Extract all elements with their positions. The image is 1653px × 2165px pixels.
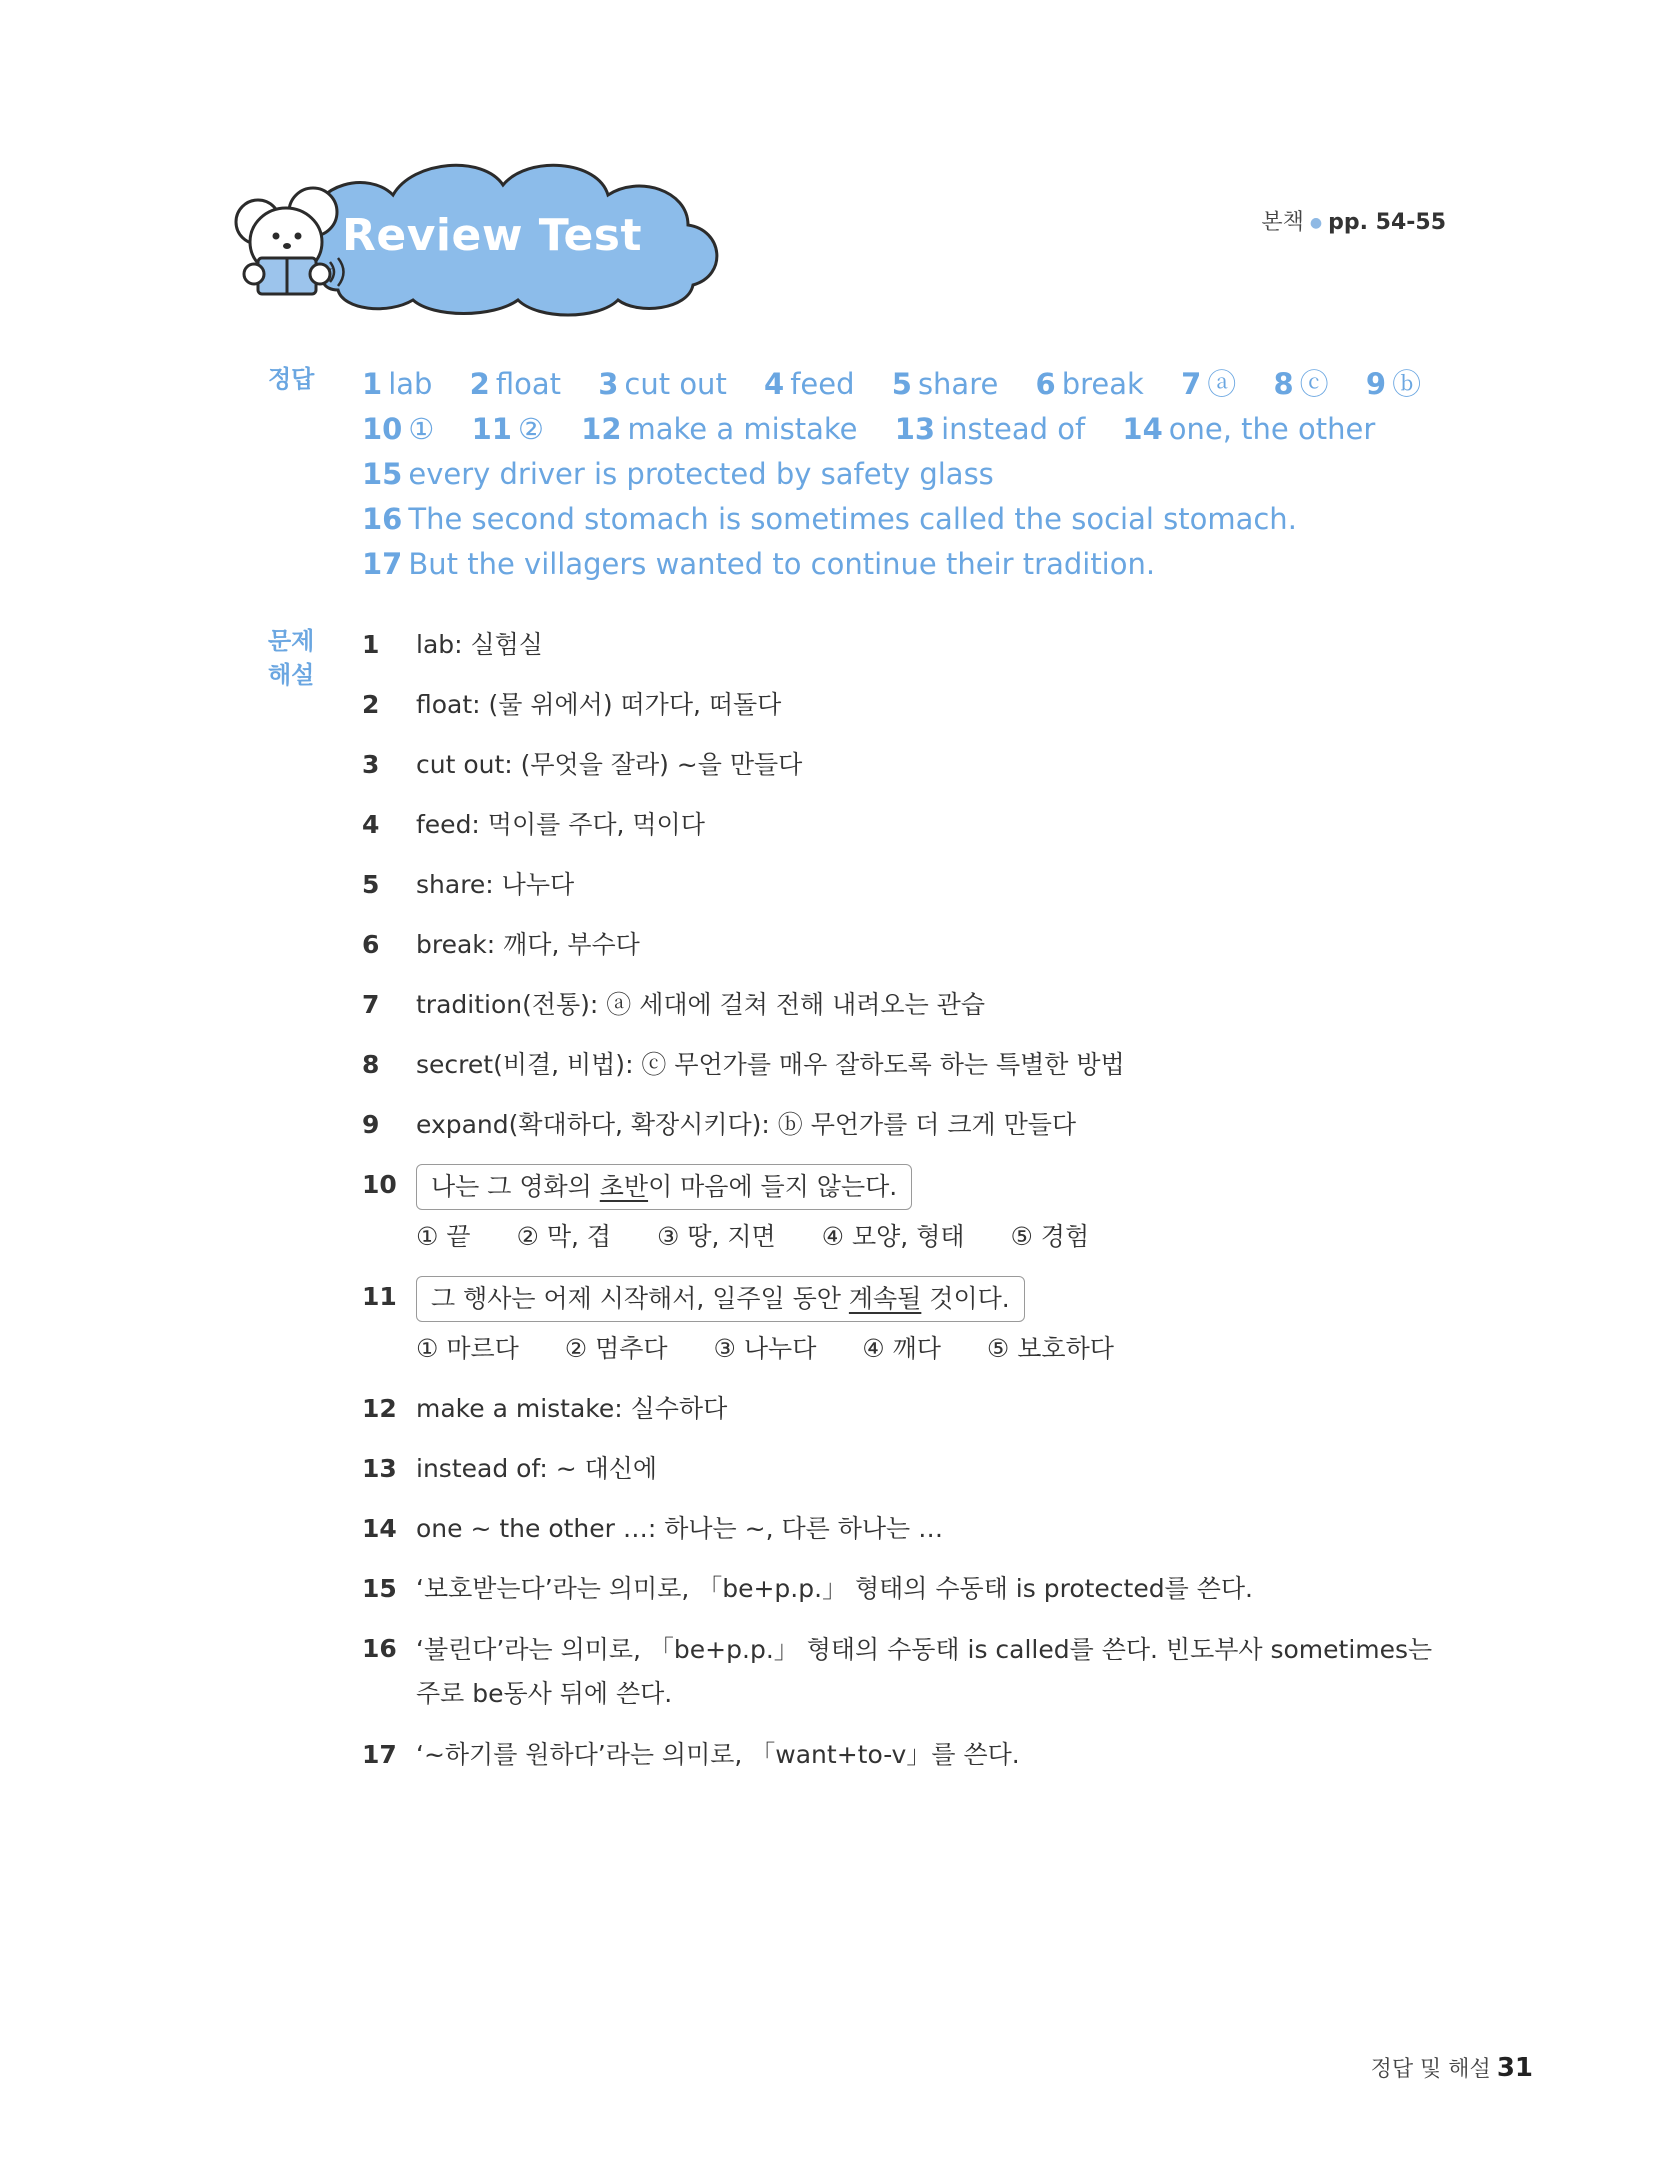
explanations-label: 문제 해설: [268, 627, 315, 689]
choice-list: [416, 1328, 1452, 1370]
explanation-item: 16 ‘불린다’라는 의미로, 「be+p.p.」 형태의 수동태 is called를 쓴다. 빈도부사 sometimes는 주로 be동사 뒤에 쓴다.: [362, 1634, 1433, 1708]
answer-item: 14 one, the other: [1122, 412, 1376, 446]
answer-item: 5 share: [891, 367, 999, 401]
choice-item: ③ 나누다: [713, 1334, 817, 1363]
explanation-item: 7 tradition(전통): ⓐ 세대에 걸쳐 전해 내려오는 관습: [362, 990, 985, 1019]
explanation-item: 15 ‘보호받는다’라는 의미로, 「be+p.p.」 형태의 수동태 is protected를 쓴다.: [362, 1574, 1253, 1603]
explanation-item: 14 one ~ the other …: 하나는 ~, 다른 하나는 …: [362, 1514, 944, 1543]
answer-item: 9 ⓑ: [1365, 367, 1422, 401]
answer-item: 13 instead of: [894, 412, 1086, 446]
page-footer: [1371, 2052, 1533, 2083]
footer-label: 정답 및 해설: [1370, 2057, 1491, 2082]
choice-item: ④ 깨다: [862, 1334, 941, 1363]
explanation-item: 6 break: 깨다, 부수다: [362, 930, 640, 959]
choice-item: ② 막, 겹: [516, 1222, 612, 1251]
explanation-item: 8 secret(비결, 비법): ⓒ 무언가를 매우 잘하도록 하는 특별한 방법: [362, 1050, 1125, 1079]
answers-row: [362, 362, 1492, 407]
explanation-item: 2 float: (물 위에서) 떠가다, 떠돌다: [362, 690, 782, 719]
page-reference: [1261, 205, 1446, 236]
underlined-word: 계속될: [848, 1284, 922, 1313]
page-number: 31: [1496, 2053, 1533, 2083]
answer-item: 17 But the villagers wanted to continue their tradition.: [362, 547, 1156, 581]
answer-item: 11 ②: [471, 412, 544, 446]
answer-item: 2 float: [469, 367, 561, 401]
explanation-item: 5 share: 나누다: [362, 870, 575, 899]
example-sentence-box: 나는 그 영화의 초반이 마음에 들지 않는다.: [416, 1164, 912, 1210]
underlined-word: 초반: [599, 1172, 649, 1201]
answers-row: [362, 407, 1492, 452]
answer-item: 3 cut out: [598, 367, 727, 401]
bullet-dot-icon: ●: [1309, 215, 1323, 231]
example-sentence-box: 그 행사는 어제 시작해서, 일주일 동안 계속될 것이다.: [416, 1276, 1025, 1322]
explanation-item: 12 make a mistake: 실수하다: [362, 1394, 728, 1423]
explanation-item: 4 feed: 먹이를 주다, 먹이다: [362, 810, 705, 839]
choice-item: ④ 모양, 형태: [821, 1222, 965, 1251]
explanations-section: [362, 624, 1452, 1794]
choice-item: ⑤ 보호하다: [986, 1334, 1114, 1363]
explanation-item: 11 그 행사는 어제 시작해서, 일주일 동안 계속될 것이다. ① 마르다 ② 멈추다 ③ 나누다 ④ 깨다 ⑤ 보호하다: [362, 1276, 1452, 1370]
explanation-item: 17 ‘~하기를 원하다’라는 의미로, 「want+to-v」를 쓴다.: [362, 1740, 1020, 1769]
choice-item: ③ 땅, 지면: [656, 1222, 776, 1251]
answer-item: 16 The second stomach is sometimes called the social stomach.: [362, 502, 1297, 536]
answers-section: [362, 362, 1492, 587]
choice-item: ② 멈추다: [564, 1334, 668, 1363]
explanation-item: 13 instead of: ~ 대신에: [362, 1454, 658, 1483]
answer-item: 12 make a mistake: [581, 412, 858, 446]
answers-row: [362, 452, 1492, 497]
answer-item: 8 ⓒ: [1273, 367, 1329, 401]
answer-item: 6 break: [1035, 367, 1144, 401]
answer-item: 7 ⓐ: [1181, 367, 1237, 401]
explanation-item: 9 expand(확대하다, 확장시키다): ⓑ 무언가를 더 크게 만들다: [362, 1110, 1077, 1139]
choice-item: ① 마르다: [416, 1334, 519, 1363]
answer-item: 10 ①: [362, 412, 435, 446]
answers-row: [362, 497, 1492, 542]
page-ref-pages: pp. 54-55: [1328, 210, 1446, 235]
explanation-item: 1 lab: 실험실: [362, 630, 543, 659]
explanation-item: 10 나는 그 영화의 초반이 마음에 들지 않는다. ① 끝 ② 막, 겹 ③ 땅, 지면 ④ 모양, 형태 ⑤ 경험: [362, 1164, 1452, 1258]
page-ref-prefix: 본책: [1261, 210, 1304, 235]
answer-item: 15 every driver is protected by safety glass: [362, 457, 994, 491]
answer-item: 1 lab: [362, 367, 433, 401]
choice-list: [416, 1216, 1452, 1258]
choice-item: ⑤ 경험: [1010, 1222, 1090, 1251]
choice-item: ① 끝: [416, 1222, 471, 1251]
review-test-header: [218, 150, 738, 320]
page-title: Review Test: [342, 210, 643, 261]
answer-item: 4 feed: [764, 367, 855, 401]
explanation-item: 3 cut out: (무엇을 잘라) ~을 만들다: [362, 750, 803, 779]
answers-row: [362, 542, 1492, 587]
answers-label: 정답: [268, 365, 315, 393]
